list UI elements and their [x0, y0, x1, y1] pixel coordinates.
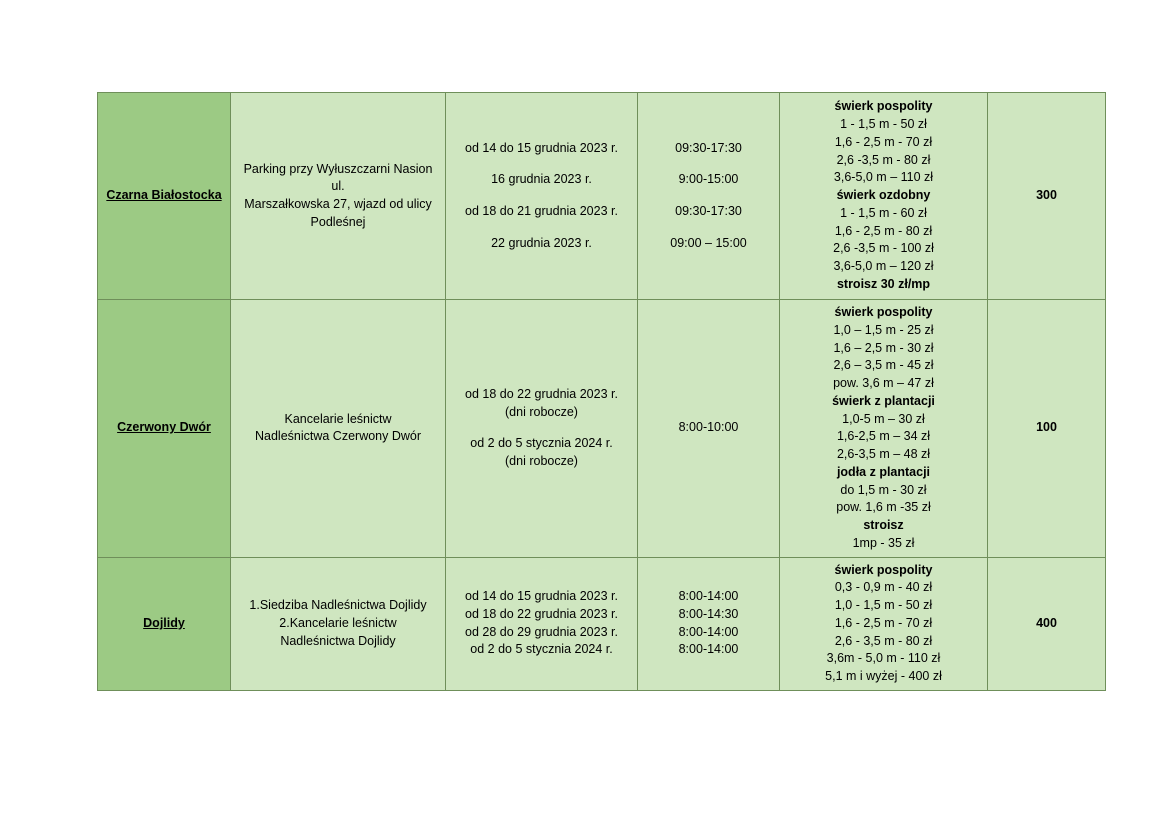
date-line: od 2 do 5 stycznia 2024 r.: [470, 642, 613, 657]
date-line: od 18 do 21 grudnia 2023 r.: [465, 204, 618, 218]
price-line: 1,6 - 2,5 m - 70 zł: [834, 615, 933, 630]
price-line: 5,1 m i wyżej - 400 zł: [825, 669, 942, 683]
price-line: 1,0 – 1,5 m - 25 zł: [833, 322, 934, 337]
hours-line: 09:30-17:30: [675, 204, 742, 218]
quantity-value: 400: [1036, 615, 1057, 630]
spacer: [644, 221, 773, 235]
sale-hours-cell: [638, 557, 780, 690]
price-line: 3,6-5,0 m – 110 zł: [833, 170, 934, 185]
price-line: 1 - 1,5 m - 50 zł: [840, 117, 927, 132]
sale-dates-cell: [446, 93, 638, 300]
quantity-cell: [988, 93, 1106, 300]
forest-district-name-cell: [98, 93, 231, 300]
place-line: Nadleśnictwa Czerwony Dwór: [254, 429, 422, 444]
hours-line: 8:00-14:00: [678, 642, 739, 657]
price-line: 2,6 -3,5 m - 80 zł: [836, 152, 931, 167]
price-line: 2,6 -3,5 m - 100 zł: [833, 241, 934, 256]
sale-dates-cell: [446, 557, 638, 690]
price-line: 1,6 – 2,5 m - 30 zł: [833, 340, 934, 355]
hours-line: 8:00-14:00: [678, 624, 739, 639]
spacer: [644, 157, 773, 171]
place-line: Nadleśnictwa Dojlidy: [280, 633, 396, 648]
price-line: 1,6-2,5 m – 34 zł: [836, 429, 931, 444]
price-line: 1,0 - 1,5 m - 50 zł: [834, 598, 933, 612]
hours-line: 09:30-17:30: [675, 140, 742, 155]
date-line: od 14 do 15 grudnia 2023 r.: [465, 589, 618, 604]
price-line: do 1,5 m - 30 zł: [840, 482, 927, 497]
price-line: pow. 3,6 m – 47 zł: [833, 376, 934, 390]
quantity-cell: [988, 557, 1106, 690]
price-line: 2,6-3,5 m – 48 zł: [836, 447, 931, 461]
date-line: od 18 do 22 grudnia 2023 r.: [465, 606, 618, 621]
forest-district-name-cell: [98, 557, 231, 690]
price-line: 2,6 – 3,5 m - 45 zł: [833, 358, 934, 373]
spacer: [452, 157, 631, 171]
date-line: (dni robocze): [505, 454, 578, 468]
price-line: 1,0-5 m – 30 zł: [842, 411, 925, 426]
forest-district-name: Czarna Białostocka: [106, 188, 222, 203]
price-line: 0,3 - 0,9 m - 40 zł: [834, 580, 933, 595]
price-line: świerk z plantacji: [832, 393, 935, 408]
table-row: [98, 300, 1106, 558]
date-line: od 18 do 22 grudnia 2023 r.: [465, 386, 618, 401]
date-line: od 2 do 5 stycznia 2024 r.: [470, 436, 613, 451]
price-line: świerk pospolity: [834, 562, 933, 577]
price-line: świerk pospolity: [834, 305, 933, 319]
price-line: stroisz 30 zł/mp: [836, 276, 931, 291]
hours-line: 8:00-14:00: [678, 589, 739, 604]
date-line: 16 grudnia 2023 r.: [491, 172, 592, 187]
price-line: 3,6m - 5,0 m - 110 zł: [826, 651, 941, 666]
hours-line: 09:00 – 15:00: [670, 235, 747, 250]
forest-district-name: Dojlidy: [143, 615, 185, 630]
spacer: [452, 189, 631, 203]
hours-line: 8:00-14:30: [678, 606, 739, 621]
price-line: świerk pospolity: [834, 99, 933, 114]
hours-line: 8:00-10:00: [678, 420, 739, 435]
spacer: [452, 221, 631, 235]
price-line: 1,6 - 2,5 m - 70 zł: [834, 134, 933, 149]
price-line: 1 - 1,5 m - 60 zł: [840, 205, 927, 220]
price-line: 3,6-5,0 m – 120 zł: [833, 259, 934, 274]
spacer: [644, 189, 773, 203]
place-line: 1.Siedziba Nadleśnictwa Dojlidy: [249, 598, 427, 612]
price-line: stroisz: [863, 518, 904, 532]
hours-line: 9:00-15:00: [678, 172, 739, 187]
sale-place-cell: [231, 557, 446, 690]
price-list-cell: [780, 93, 988, 300]
sale-hours-cell: [638, 300, 780, 558]
quantity-value: 100: [1036, 420, 1057, 435]
date-line: od 28 do 29 grudnia 2023 r.: [465, 624, 618, 639]
table-row: [98, 557, 1106, 690]
place-line: Parking przy Wyłuszczarni Nasion ul.: [243, 161, 433, 194]
place-line: Podleśnej: [310, 214, 366, 229]
price-line: pow. 1,6 m -35 zł: [836, 500, 931, 515]
place-line: Marszałkowska 27, wjazd od ulicy: [244, 197, 432, 211]
spacer: [452, 421, 631, 435]
place-line: 2.Kancelarie leśnictw: [279, 615, 397, 630]
christmas-tree-price-table: [97, 92, 1106, 691]
price-line: jodła z plantacji: [836, 464, 931, 479]
sale-place-cell: [231, 300, 446, 558]
date-line: od 14 do 15 grudnia 2023 r.: [465, 140, 618, 155]
place-line: Kancelarie leśnictw: [284, 411, 392, 426]
table-row: [98, 93, 1106, 300]
price-line: 1,6 - 2,5 m - 80 zł: [834, 223, 933, 238]
price-line: świerk ozdobny: [836, 188, 931, 203]
sale-dates-cell: [446, 300, 638, 558]
sale-hours-cell: [638, 93, 780, 300]
forest-district-name: Czerwony Dwór: [117, 420, 211, 435]
quantity-cell: [988, 300, 1106, 558]
forest-district-name-cell: [98, 300, 231, 558]
quantity-value: 300: [1036, 188, 1057, 203]
sale-place-cell: [231, 93, 446, 300]
price-list-cell: [780, 300, 988, 558]
date-line: (dni robocze): [505, 404, 578, 419]
price-line: 1mp - 35 zł: [852, 535, 915, 550]
date-line: 22 grudnia 2023 r.: [491, 235, 592, 250]
price-line: 2,6 - 3,5 m - 80 zł: [834, 633, 933, 648]
price-list-cell: [780, 557, 988, 690]
